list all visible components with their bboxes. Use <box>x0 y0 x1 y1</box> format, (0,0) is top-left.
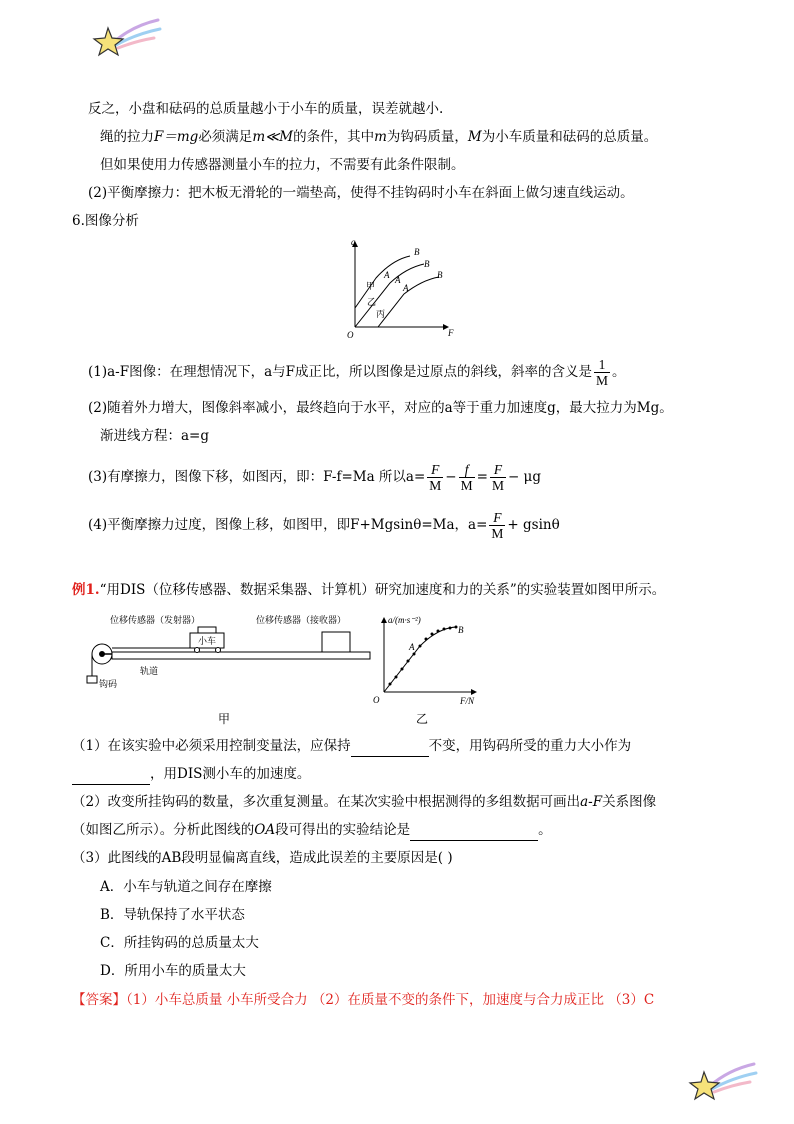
example-graph <box>368 612 486 708</box>
label-weight: 钩码 <box>99 679 118 689</box>
frac-den: M <box>491 526 504 541</box>
graph-label-jia: 甲 <box>366 281 376 291</box>
graph-label-A3: A <box>403 283 409 293</box>
intro-line-2-b: 必须满足 <box>198 129 253 145</box>
intro-line-2-e: 为小车质量和砝码的总质量。 <box>481 129 658 145</box>
graph-axis-y: a <box>351 237 356 247</box>
star-icon-bottom <box>688 1058 760 1102</box>
intro-line-1: 反之，小盘和砝码的总质量越小于小车的质量，误差就越小. <box>88 101 444 117</box>
graph-label-A2: A <box>395 275 401 285</box>
analysis-1-text: (1)a-F图像：在理想情况下，a与F成正比，所以图像是过原点的斜线，斜率的含义是 <box>88 364 593 380</box>
section-heading: 6.图像分析 <box>72 213 139 229</box>
question-1-a: （1）在该实验中必须采用控制变量法，应保持 <box>72 738 351 754</box>
graph-label-B3: B <box>437 270 443 280</box>
af-graph <box>340 236 460 342</box>
question-2-b: 关系图像 <box>602 794 657 810</box>
option-d[interactable]: D．所用小车的质量太大 <box>100 963 246 979</box>
question-2-aF: a-F <box>580 794 603 810</box>
option-a[interactable]: A．小车与轨道之间存在摩擦 <box>100 879 272 895</box>
frac-den: M <box>491 478 504 493</box>
fraction-F-over-M-2 <box>490 462 506 493</box>
graph-label-B2: B <box>424 259 430 269</box>
analysis-1 <box>88 357 626 388</box>
question-2-OA: OA <box>254 822 276 838</box>
graph-label-A1: A <box>384 270 390 280</box>
analysis-4-tail: + gsinθ <box>507 517 560 533</box>
answer-line <box>72 990 654 1010</box>
question-2 <box>72 792 656 812</box>
question-2-cont <box>72 820 552 841</box>
fraction-1-over-M <box>594 357 610 388</box>
frac-num: f <box>459 462 475 478</box>
tension-formula: F＝mg <box>154 129 199 145</box>
label-cart: 小车 <box>198 636 217 646</box>
answer-label: 【答案】 <box>72 992 126 1008</box>
analysis-3-tail: − μg <box>507 469 541 485</box>
intro-line-2-d: 为钩码质量， <box>386 129 468 145</box>
label-sensor-tx: 位移传感器（发射器） <box>110 615 201 625</box>
caption-yi: 乙 <box>416 712 429 726</box>
option-c[interactable]: C．所挂钩码的总质量太大 <box>100 935 259 951</box>
example-graph-y: a/(m·s⁻²) <box>388 615 421 625</box>
label-track: 轨道 <box>140 666 159 676</box>
intro-line-4: (2)平衡摩擦力：把木板无滑轮的一端垫高，使得不挂钩码时小车在斜面上做匀速直线运动。 <box>88 185 634 201</box>
fraction-f-over-M <box>459 462 475 493</box>
question-2-c: （如图乙所示）。分析此图线的 <box>72 822 255 838</box>
label-sensor-rx: 位移传感器（接收器） <box>256 615 347 625</box>
frac-num: F <box>489 510 505 526</box>
option-b[interactable]: B．导轨保持了水平状态 <box>100 907 245 923</box>
mass-condition: m≪M <box>252 129 294 145</box>
question-1-c: ，用DIS测小车的加速度。 <box>150 766 311 782</box>
frac-den: M <box>460 478 473 493</box>
analysis-1-end: 。 <box>612 364 626 380</box>
analysis-4 <box>88 510 560 541</box>
star-icon-top <box>92 14 164 58</box>
example-graph-origin: O <box>373 695 380 705</box>
intro-line-2-c: 的条件，其中 <box>293 129 375 145</box>
example-graph-x: F/N <box>460 696 475 706</box>
frac-den: M <box>429 478 442 493</box>
question-3: （3）此图线的AB段明显偏离直线，造成此误差的主要原因是( ) <box>72 850 453 866</box>
example-stem <box>72 580 665 600</box>
example-graph-A: A <box>409 642 415 652</box>
intro-line-3: 但如果使用力传感器测量小车的拉力，不需要有此条件限制。 <box>100 157 465 173</box>
analysis-3-text: (3)有摩擦力，图像下移，如图丙，即：F-f=Ma 所以a= <box>88 469 426 485</box>
question-1-cont <box>72 764 310 785</box>
answer-blank-3[interactable] <box>410 820 538 841</box>
var-M: M <box>467 129 482 145</box>
question-2-d: 段可得出的实验结论是 <box>275 822 411 838</box>
intro-line-2 <box>100 127 657 147</box>
answer-blank-2[interactable] <box>72 764 150 785</box>
graph-label-yi: 乙 <box>367 297 377 307</box>
graph-label-bing: 丙 <box>376 309 386 319</box>
frac-num: 1 <box>594 357 610 373</box>
analysis-4-text: (4)平衡摩擦力过度，图像上移，如图甲，即F+Mgsinθ=Ma，a= <box>88 517 488 533</box>
question-1-b: 不变，用钩码所受的重力大小作为 <box>428 738 632 754</box>
example-graph-B: B <box>458 625 464 635</box>
fraction-F-over-M <box>427 462 443 493</box>
question-2-a: （2）改变所挂钩码的数量，多次重复测量。在某次实验中根据测得的多组数据可画出 <box>72 794 581 810</box>
answer-blank-1[interactable] <box>351 736 429 757</box>
analysis-3 <box>88 462 541 493</box>
question-2-e: 。 <box>538 822 552 838</box>
graph-axis-x: F <box>448 328 454 338</box>
graph-label-B1: B <box>414 247 420 257</box>
question-1 <box>72 736 631 757</box>
graph-origin: O <box>347 330 354 340</box>
fraction-F-over-M-3 <box>489 510 505 541</box>
var-m: m <box>374 129 387 145</box>
analysis-2b: 渐进线方程：a=g <box>100 428 210 444</box>
caption-jia: 甲 <box>218 712 231 726</box>
frac-den: M <box>596 373 609 388</box>
frac-num: F <box>427 462 443 478</box>
example-stem-text: “用DIS（位移传感器、数据采集器、计算机）研究加速度和力的关系”的实验装置如图甲所示。 <box>99 582 666 598</box>
apparatus-diagram <box>84 608 374 704</box>
minus-sign: − <box>445 469 457 485</box>
answer-text: （1）小车总质量 小车所受合力 （2）在质量不变的条件下，加速度与合力成正比 （3）C <box>126 992 655 1008</box>
analysis-2: (2)随着外力增大，图像斜率减小，最终趋向于水平，对应的a等于重力加速度g，最大拉力为Mg。 <box>88 400 673 416</box>
example-label: 例1. <box>72 582 100 598</box>
frac-num: F <box>490 462 506 478</box>
equals-sign: = <box>476 469 488 485</box>
intro-line-2-a: 绳的拉力 <box>100 129 154 145</box>
